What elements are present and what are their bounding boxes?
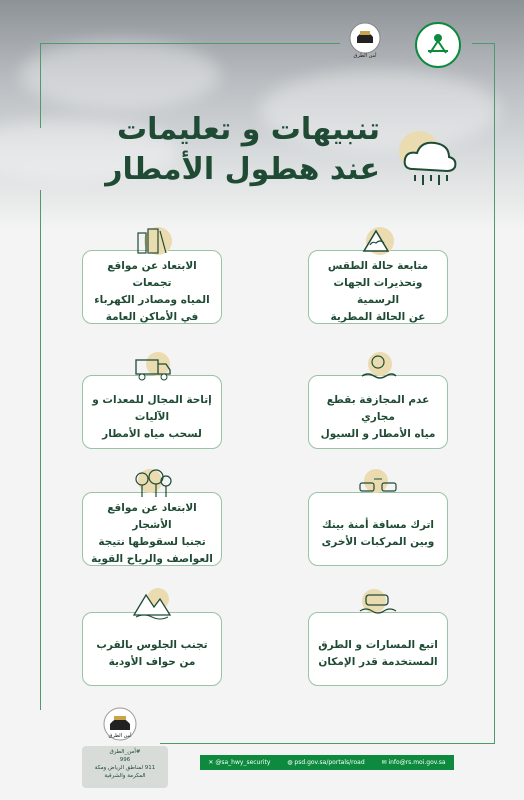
weather-alert-icon xyxy=(358,225,398,259)
power-tower-icon xyxy=(132,225,172,259)
tip-card-text: تجنب الجلوس بالقرب من حواف الأودية xyxy=(96,639,208,668)
tip-card xyxy=(308,612,448,686)
ministry-logo xyxy=(414,21,462,69)
tip-card xyxy=(82,250,222,324)
tip-card xyxy=(308,492,448,566)
tip-card-text: الابتعاد عن مواقع تجمعات المياه ومصادر الكهرباء في الأماكن العامة xyxy=(94,260,210,323)
tip-card-text: متابعة حالة الطقس وتحذيرات الجهات الرسمية عن الحالة المطرية xyxy=(327,260,429,323)
frame-line-right xyxy=(494,43,495,743)
tip-card-text: اتبع المسارات و الطرق المستخدمة قدر الإمكان xyxy=(318,639,438,668)
footer-info-box xyxy=(82,746,168,788)
footer-number: 996 xyxy=(119,757,131,763)
tip-card-text: الابتعاد عن مواقع الأشجار تجنبا لسقوطها نتيجة العواصف والرياح القوية xyxy=(91,502,213,565)
car-water-icon xyxy=(358,587,398,621)
truck-icon xyxy=(132,350,172,384)
footer-emergency: 911 لمناطق الرياض ومكة xyxy=(94,765,156,771)
footer-contact-bar xyxy=(200,755,454,770)
tip-card-text: اترك مسافة أمنة بينك وبين المركبات الأخرى xyxy=(321,519,435,548)
page-title-line1: تنبيهات و تعليمات xyxy=(117,112,380,147)
website-link[interactable]: ◍ psd.gov.sa/portals/road xyxy=(287,759,365,766)
globe-icon: ◍ xyxy=(287,759,293,766)
frame-line-top-right xyxy=(472,43,494,44)
mountains-icon xyxy=(132,587,172,621)
tip-card xyxy=(82,375,222,449)
frame-line-bottom xyxy=(160,743,495,744)
footer-region: المكرمة والشرقية xyxy=(104,773,146,779)
tip-card xyxy=(308,375,448,449)
tip-card-text: إتاحة المجال للمعدات و الآليات لسحب مياه الأمطار xyxy=(92,393,212,440)
frame-line-left-lower xyxy=(40,190,41,710)
page-title-line2: عند هطول الأمطار xyxy=(105,152,380,187)
footer-emblem-caption: أمن الطرق xyxy=(108,733,132,739)
frame-line-top-left xyxy=(40,43,340,44)
logo-caption: أمن الطرق xyxy=(353,53,377,59)
tip-card xyxy=(308,250,448,324)
trees-icon xyxy=(132,467,172,501)
footer-hashtag: #أمن_الطرق xyxy=(109,749,141,755)
flood-car-icon xyxy=(358,350,398,384)
tip-card-text: عدم المجازفة بقطع مجاري مياه الأمطار و السيول xyxy=(320,393,436,440)
x-icon: ✕ xyxy=(208,759,214,766)
rain-cloud-icon xyxy=(395,125,465,195)
social-handle[interactable]: ✕ @sa_hwy_security xyxy=(208,759,271,766)
frame-line-left xyxy=(40,43,41,128)
tip-card xyxy=(82,612,222,686)
email-link[interactable]: ✉ info@rs.moi.gov.sa xyxy=(381,759,446,766)
mail-icon: ✉ xyxy=(381,759,387,766)
cars-distance-icon xyxy=(358,467,398,501)
tip-card xyxy=(82,492,222,566)
road-security-logo xyxy=(348,21,382,61)
